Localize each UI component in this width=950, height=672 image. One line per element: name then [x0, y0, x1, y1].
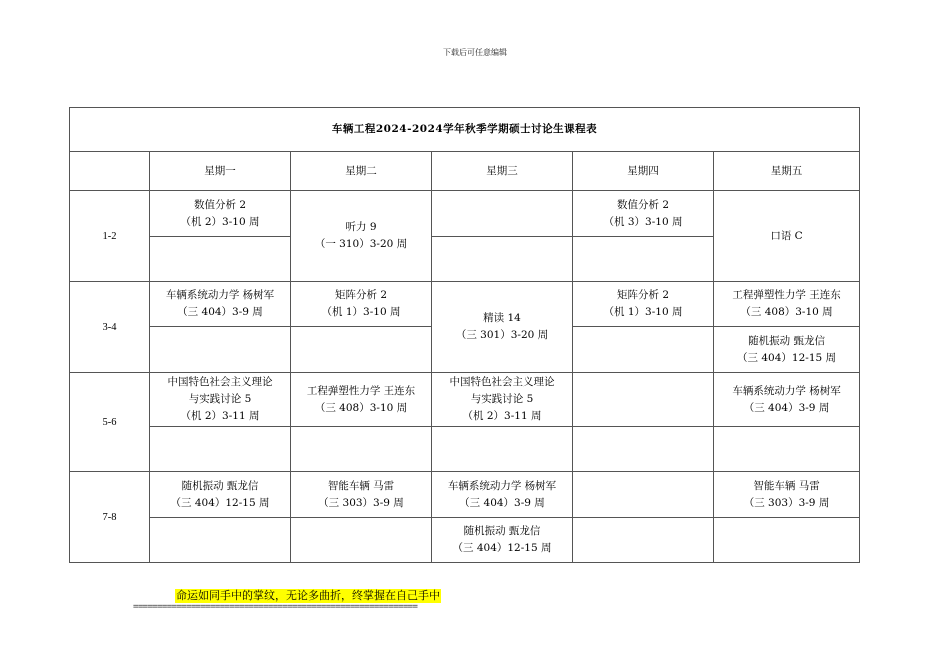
- empty-cell: [150, 518, 291, 563]
- course-detail: （三 404）3-9 周: [743, 401, 830, 414]
- empty-cell: [714, 518, 860, 563]
- course-schedule-table: [69, 107, 860, 563]
- course-name: 随机振动 甄龙信: [748, 334, 825, 347]
- table-title: 车辆工程2024-2024学年秋季学期硕士讨论生课程表: [70, 108, 860, 152]
- course-name: 随机振动 甄龙信: [181, 479, 259, 492]
- course-detail: （三 404）3-9 周: [177, 306, 263, 318]
- title-row: [70, 108, 860, 152]
- empty-cell: [291, 427, 432, 472]
- period-5-6-row-b: [70, 427, 860, 472]
- empty-cell: [714, 427, 860, 472]
- course-name-line2: 与实践讨论 5: [188, 393, 252, 405]
- course-cell: [291, 373, 432, 427]
- course-detail: （三 408）3-10 周: [314, 401, 408, 414]
- footer-motto: 命运如同手中的掌纹，无论多曲折，终掌握在自己手中: [176, 589, 440, 602]
- empty-cell: [150, 237, 291, 282]
- empty-cell: [432, 191, 573, 237]
- course-name: 数值分析 2: [193, 198, 247, 211]
- empty-cell: [573, 373, 714, 427]
- course-cell: [432, 518, 573, 563]
- course-detail: （机 1）3-10 周: [603, 306, 683, 318]
- header-note: 下载后可任意编辑: [443, 48, 507, 57]
- course-detail: （机 2）3-11 周: [462, 410, 542, 422]
- empty-cell: [150, 327, 291, 373]
- course-detail: （三 303）3-9 周: [743, 496, 830, 509]
- period-1-2-row-a: [70, 191, 860, 237]
- course-name: 随机振动 甄龙信: [463, 525, 541, 537]
- course-cell: [291, 472, 432, 518]
- course-cell: [150, 373, 291, 427]
- period-3-4-row-a: [70, 282, 860, 327]
- course-cell: [150, 472, 291, 518]
- course-name: 智能车辆 马雷: [753, 479, 820, 492]
- course-detail: （机 2）3-10 周: [180, 215, 260, 228]
- course-detail: （机 1）3-10 周: [321, 306, 401, 318]
- period-label: 7-8: [70, 472, 150, 563]
- day-header-tuesday: 星期二: [291, 152, 432, 191]
- course-cell: [291, 191, 432, 282]
- course-cell: [573, 191, 714, 237]
- period-7-8-row-a: [70, 472, 860, 518]
- empty-cell: [432, 427, 573, 472]
- course-detail: （三 404）12-15 周: [170, 496, 270, 509]
- course-name: 精读 14: [483, 312, 521, 324]
- course-name: 车辆系统动力学 杨树军: [165, 289, 275, 301]
- course-cell: [150, 282, 291, 327]
- course-cell: [714, 472, 860, 518]
- course-name-line1: 中国特色社会主义理论: [449, 376, 555, 388]
- day-header-friday: 星期五: [714, 152, 860, 191]
- course-cell: [714, 282, 860, 327]
- empty-cell: [573, 518, 714, 563]
- period-label: 1-2: [70, 191, 150, 282]
- empty-cell: [573, 327, 714, 373]
- period-label: 3-4: [70, 282, 150, 373]
- course-name-line2: 与实践讨论 5: [470, 393, 534, 405]
- empty-cell: [573, 427, 714, 472]
- empty-cell: [573, 472, 714, 518]
- empty-cell: [291, 327, 432, 373]
- day-header-monday: 星期一: [150, 152, 291, 191]
- course-detail: （机 2）3-11 周: [180, 410, 260, 422]
- empty-cell: [291, 518, 432, 563]
- course-detail: （三 404）12-15 周: [452, 542, 552, 554]
- course-detail: （三 408）3-10 周: [740, 306, 833, 318]
- corner-cell: [70, 152, 150, 191]
- day-header-wednesday: 星期三: [432, 152, 573, 191]
- course-detail: （三 404）12-15 周: [737, 351, 837, 364]
- day-header-thursday: 星期四: [573, 152, 714, 191]
- course-cell: [291, 282, 432, 327]
- course-cell: [432, 472, 573, 518]
- course-cell: [150, 191, 291, 237]
- course-detail: （机 3）3-10 周: [603, 215, 683, 228]
- empty-cell: [573, 237, 714, 282]
- course-name: 矩阵分析 2: [334, 289, 388, 301]
- course-detail: （一 310）3-20 周: [314, 238, 408, 250]
- course-detail: （三 301）3-20 周: [455, 329, 549, 341]
- day-header-row: [70, 152, 860, 191]
- course-name: 听力 9: [345, 221, 377, 233]
- course-detail: （三 404）3-9 周: [459, 496, 545, 509]
- course-name: 工程弹塑性力学 王连东: [306, 384, 416, 397]
- course-name: 矩阵分析 2: [616, 289, 670, 301]
- course-cell: [714, 191, 860, 282]
- course-name: 口语 C: [770, 229, 803, 242]
- course-cell: [432, 373, 573, 427]
- course-cell: [432, 282, 573, 373]
- period-label: 5-6: [70, 373, 150, 472]
- course-name: 数值分析 2: [616, 198, 670, 211]
- period-5-6-row-a: [70, 373, 860, 427]
- course-cell: [714, 327, 860, 373]
- course-name: 车辆系统动力学 杨树军: [732, 384, 841, 397]
- course-detail: （三 303）3-9 周: [318, 496, 404, 509]
- course-name: 工程弹塑性力学 王连东: [732, 289, 841, 301]
- empty-cell: [432, 237, 573, 282]
- course-name-line1: 中国特色社会主义理论: [167, 376, 273, 388]
- footer-divider: ===========================================================: [133, 602, 418, 612]
- empty-cell: [150, 427, 291, 472]
- course-cell: [573, 282, 714, 327]
- period-7-8-row-b: [70, 518, 860, 563]
- course-name: 智能车辆 马雷: [327, 479, 395, 492]
- course-cell: [714, 373, 860, 427]
- course-name: 车辆系统动力学 杨树军: [447, 479, 557, 492]
